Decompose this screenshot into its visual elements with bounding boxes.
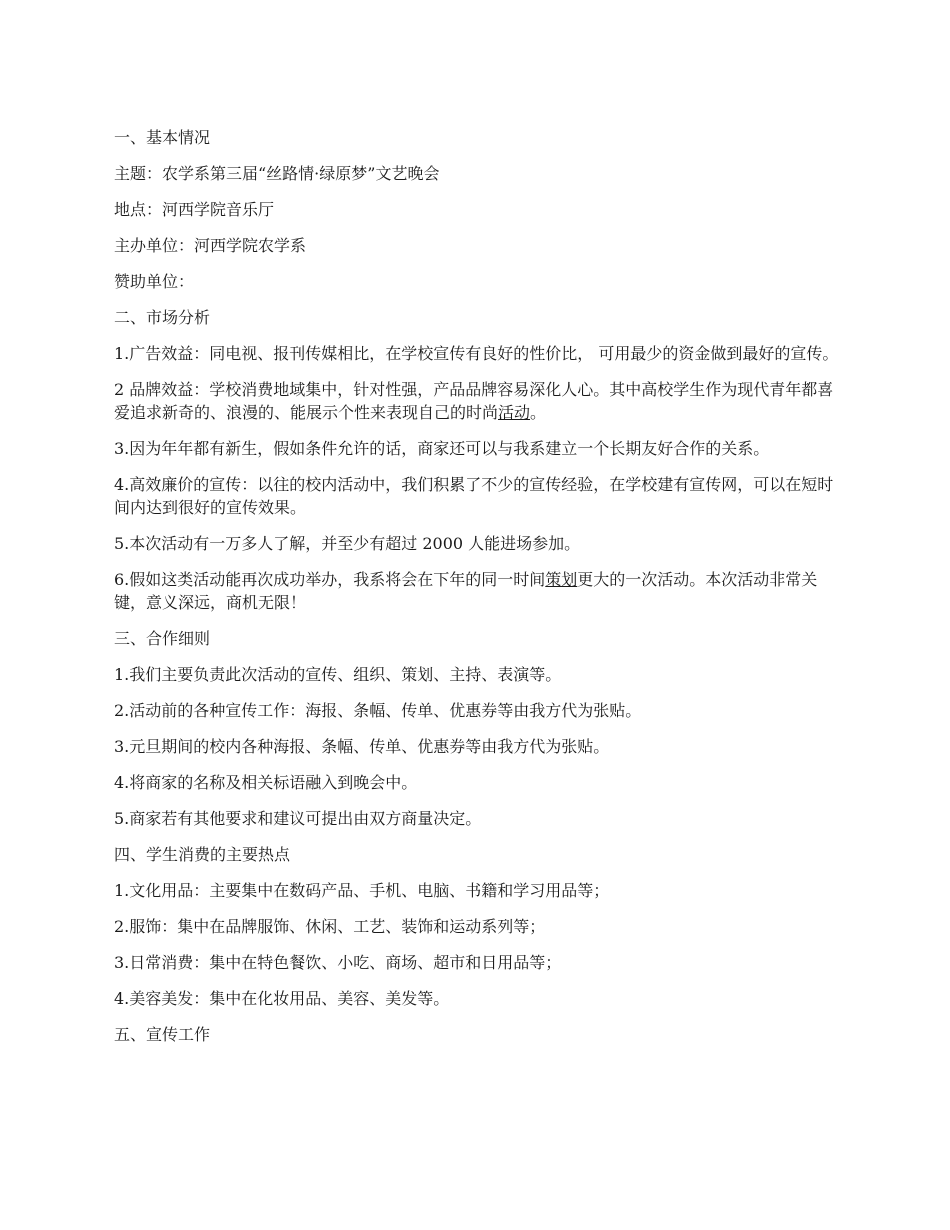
consumption-item-2: 2.服饰：集中在品牌服饰、休闲、工艺、装饰和运动系列等； [114, 917, 546, 936]
planning-link[interactable]: 策划 [545, 570, 578, 589]
cooperation-item-1: 1.我们主要负责此次活动的宣传、组织、策划、主持、表演等。 [114, 665, 562, 684]
market-item-2-text: 2 品牌效益：学校消费地域集中，针对性强，产品品牌容易深化人心。其中高校学生作为现代青年都喜爱追求新奇的、浪漫的、能展示个性来表现自己的时尚 [114, 380, 834, 422]
activity-link[interactable]: 活动 [498, 403, 531, 422]
market-item-3: 3.因为年年都有新生，假如条件允许的话，商家还可以与我系建立一个长期友好合作的关系。 [114, 439, 770, 458]
market-item-2-end: 。 [530, 403, 547, 422]
section-heading-promotion: 五、宣传工作 [114, 1025, 211, 1044]
section-heading-consumption: 四、学生消费的主要热点 [114, 845, 291, 864]
market-item-6-end: 更大的一次活动。本次活动非常关键，意义深远，商机无限！ [114, 570, 818, 612]
cooperation-item-3: 3.元旦期间的校内各种海报、条幅、传单、优惠券等由我方代为张贴。 [114, 737, 610, 756]
market-item-6-text: 6.假如这类活动能再次成功举办，我系将会在下年的同一时间 [114, 570, 546, 589]
organizer-line: 主办单位：河西学院农学系 [114, 236, 307, 255]
cooperation-item-4: 4.将商家的名称及相关标语融入到晚会中。 [114, 773, 418, 792]
sponsor-line: 赞助单位： [114, 272, 195, 291]
market-item-5: 5.本次活动有一万多人了解，并至少有超过 2000 人能进场参加。 [114, 534, 581, 553]
section-heading-market-analysis: 二、市场分析 [114, 308, 211, 327]
market-item-1: 1.广告效益：同电视、报刊传媒相比，在学校宣传有良好的性价比， 可用最少的资金做到最好的宣传。 [114, 344, 839, 363]
section-heading-basic-info: 一、基本情况 [114, 128, 211, 147]
market-item-2 [114, 378, 844, 424]
consumption-item-1: 1.文化用品：主要集中在数码产品、手机、电脑、书籍和学习用品等； [114, 881, 610, 900]
market-item-6 [114, 568, 844, 614]
section-heading-cooperation: 三、合作细则 [114, 629, 211, 648]
cooperation-item-2: 2.活动前的各种宣传工作：海报、条幅、传单、优惠券等由我方代为张贴。 [114, 701, 642, 720]
theme-line: 主题：农学系第三届“丝路情·绿原梦”文艺晚会 [114, 164, 440, 183]
cooperation-item-5: 5.商家若有其他要求和建议可提出由双方商量决定。 [114, 809, 482, 828]
venue-line: 地点：河西学院音乐厅 [114, 200, 275, 219]
market-item-4: 4.高效廉价的宣传：以往的校内活动中，我们积累了不少的宣传经验，在学校建有宣传网，可以在短时间内达到很好的宣传效果。 [114, 475, 834, 517]
consumption-item-4: 4.美容美发：集中在化妆用品、美容、美发等。 [114, 989, 450, 1008]
consumption-item-3: 3.日常消费：集中在特色餐饮、小吃、商场、超市和日用品等； [114, 953, 562, 972]
document-body [114, 126, 844, 1059]
